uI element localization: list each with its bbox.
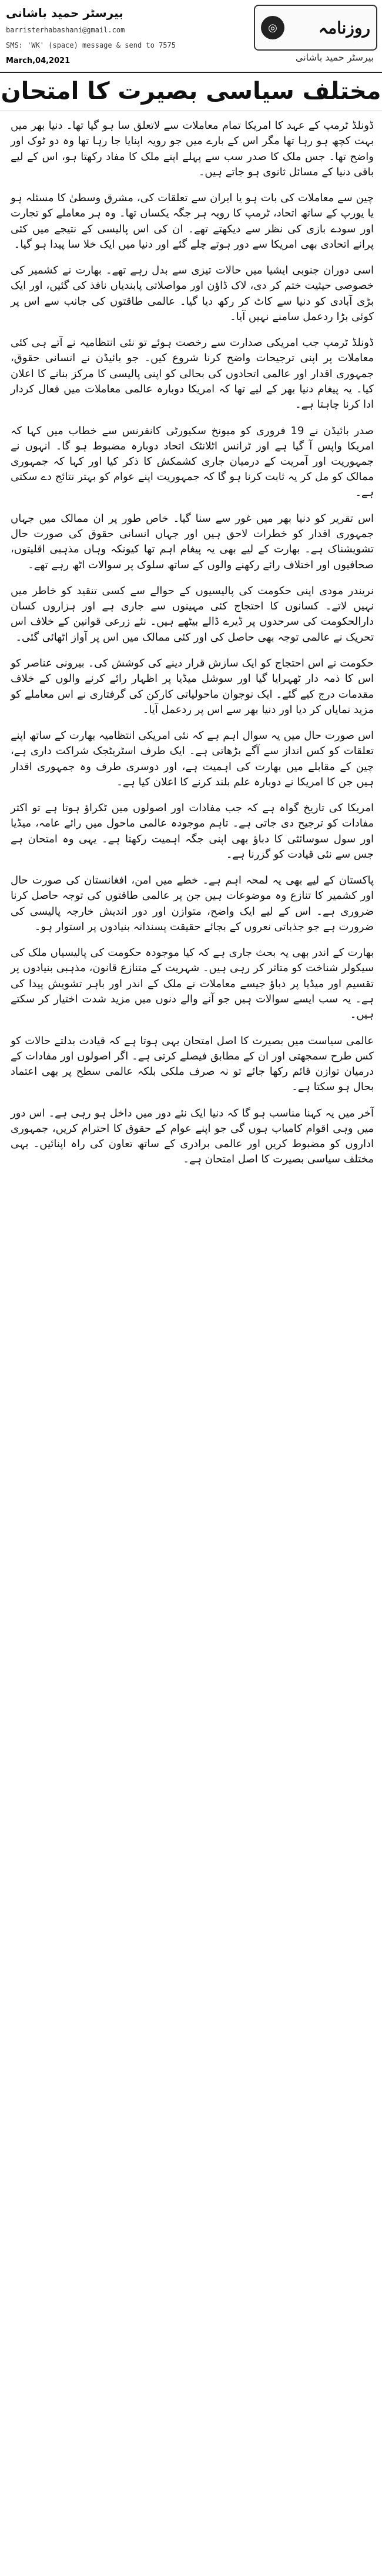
- sms-instructions: SMS: 'WK' (space) message & send to 7575: [6, 41, 176, 49]
- portrait-avatar: ◎: [261, 16, 284, 39]
- brand-box: [254, 5, 377, 51]
- paragraph: اس تقریر کو دنیا بھر میں غور سے سنا گیا۔ خاص طور پر ان ممالک میں جہاں جمہوری اقدار کو خطرات لاحق ہیں اور جہاں انسانی حقوق کی صورت حال تشویشناک ہے۔ بھارت کے لیے بھی یہ پیغام اہم تھا کیونکہ وہاں مذہبی اقلیتوں، صحافیوں اور اختلاف رائے رکھنے والوں کے ساتھ سلوک پر سوالات اٹھ رہے تھے۔: [11, 512, 374, 571]
- author-byline: بیرسٹر حمید باشانی: [6, 6, 123, 20]
- publish-date: March,04,2021: [6, 56, 71, 65]
- paragraph: امریکا کی تاریخ گواہ ہے کہ جب مفادات اور اصولوں میں ٹکراؤ ہوتا ہے تو اکثر مفادات کو ترجیح دی جاتی ہے۔ تاہم موجودہ عالمی ماحول میں رائے عامہ، میڈیا اور سول سوسائٹی کا دباؤ بھی اپنی جگہ اہمیت رکھتا ہے۔ یہی وہ امتحان ہے جس سے نئی قیادت کو گزرنا ہے۔: [11, 802, 374, 861]
- brand-title: روزنامہ: [318, 18, 370, 38]
- author-email: barristerhabashani@gmail.com: [6, 26, 125, 34]
- paragraph: عالمی سیاست میں بصیرت کا اصل امتحان یہی ہوتا ہے کہ قیادت بدلتے حالات کو کس طرح سمجھتی اور ان کے مطابق فیصلے کرتی ہے۔ اگر اصولوں اور مفادات کے درمیان توازن قائم رکھا جائے تو نہ صرف ملکی بلکہ عالمی سطح پر بھی اعتماد بحال ہو سکتا ہے۔: [11, 1034, 374, 1094]
- paragraph: بھارت کے اندر بھی یہ بحث جاری ہے کہ کیا موجودہ حکومت کی پالیسیاں ملک کی سیکولر شناخت کو متاثر کر رہی ہیں۔ شہریت کے متنازع قانون، مذہبی بنیادوں پر تقسیم اور میڈیا پر دباؤ جیسے معاملات نے ملک کے اندر اور باہر تشویش پیدا کی ہے۔ یہ سب ایسے سوالات ہیں جو آنے والے دنوں میں مزید شدت اختیار کر سکتے ہیں۔: [11, 947, 374, 1021]
- paragraph: پاکستان کے لیے بھی یہ لمحہ اہم ہے۔ خطے میں امن، افغانستان کی صورت حال اور کشمیر کا تنازع وہ موضوعات ہیں جن پر عالمی طاقتوں کی توجہ حاصل کرنا ضروری ہے۔ اس کے لیے ایک واضح، متوازن اور دور اندیش خارجہ پالیسی کی ضرورت ہے جو جذباتی نعروں کے بجائے حقیقت پسندانہ بنیادوں پر استوار ہو۔: [11, 874, 374, 933]
- article-headline: مختلف سیاسی بصیرت کا امتحان: [1, 78, 381, 105]
- paragraph: اس صورت حال میں یہ سوال اہم ہے کہ نئی امریکی انتظامیہ بھارت کے ساتھ اپنے تعلقات کو کس انداز سے آگے بڑھاتی ہے۔ ایک طرف اسٹریٹجک شراکت داری ہے، چین کے مقابلے میں بھارت کی اہمیت ہے، اور دوسری طرف وہ جمہوری اقدار ہیں جن کا امریکا نے دوبارہ علم بلند کرنے کا اعلان کیا ہے۔: [11, 729, 374, 788]
- paragraph: آخر میں یہ کہنا مناسب ہو گا کہ دنیا ایک نئے دور میں داخل ہو رہی ہے۔ اس دور میں وہی اقوام کامیاب ہوں گی جو اپنے عوام کے حقوق کا احترام کریں، جمہوری اداروں کو مضبوط کریں اور عالمی برادری کے ساتھ تعاون کی راہ اپنائیں۔ یہی مختلف سیاسی بصیرت کا اصل امتحان ہے۔: [11, 1107, 374, 1166]
- paragraph: حکومت نے اس احتجاج کو ایک سازش قرار دینے کی کوشش کی۔ بیرونی عناصر کو اس کا ذمہ دار ٹھہرایا گیا اور سوشل میڈیا پر اظہار رائے کرنے والوں کے خلاف مقدمات درج کیے گئے۔ ایک نوجوان ماحولیاتی کارکن کی گرفتاری نے اس معاملے کو مزید نمایاں کر دیا اور دنیا بھر سے اس پر ردعمل آیا۔: [11, 657, 374, 716]
- paragraph: ڈونلڈ ٹرمپ کے عہد کا امریکا تمام معاملات سے لاتعلق سا ہو گیا تھا۔ دنیا بھر میں بہت کچھ ہو رہا تھا مگر اس کے بارے میں جو رویہ اپنایا جا رہا تھا وہ دو ٹوک اور واضح تھا۔ جس ملک کا صدر سب سے پہلے اپنے ملک کا مفاد رکھتا ہو، اس کے لیے باقی دنیا کے مسائل ثانوی ہو جاتے ہیں۔: [11, 119, 374, 178]
- paragraph: نریندر مودی اپنی حکومت کی پالیسیوں کے حوالے سے کسی تنقید کو خاطر میں نہیں لاتے۔ کسانوں کا احتجاج کئی مہینوں سے جاری ہے اور ہزاروں کسان دارالحکومت کی سرحدوں پر ڈیرے ڈالے بیٹھے ہیں۔ نئے زرعی قوانین کے خلاف اس تحریک نے عالمی توجہ بھی حاصل کی اور کئی ممالک میں اس پر آواز اٹھائی گئی۔: [11, 584, 374, 644]
- column-header: [0, 0, 382, 73]
- paragraph: صدر بائیڈن نے 19 فروری کو میونخ سکیورٹی کانفرنس سے خطاب میں کہا کہ امریکا واپس آ گیا ہے اور ٹرانس اٹلانٹک اتحاد دوبارہ مضبوط ہو گا۔ انہوں نے جمہوریت اور آمریت کے درمیان جاری کشمکش کا ذکر کیا اور کہا کہ جمہوری ممالک کو مل کر یہ ثابت کرنا ہو گا کہ جمہوریت اپنے عوام کو بہتر نتائج دے سکتی ہے۔: [11, 424, 374, 499]
- article-body: [0, 118, 382, 1168]
- paragraph: اسی دوران جنوبی ایشیا میں حالات تیزی سے بدل رہے تھے۔ بھارت نے کشمیر کی خصوصی حیثیت ختم کر دی، لاک ڈاؤن اور مواصلاتی پابندیاں نافذ کی گئیں، اور ایک بڑی آبادی کو دنیا سے کاٹ کر رکھ دیا گیا۔ عالمی طاقتوں کی جانب سے اس پر کوئی بڑا ردعمل سامنے نہیں آیا۔: [11, 264, 374, 323]
- paragraph: ڈونلڈ ٹرمپ جب امریکی صدارت سے رخصت ہوئے تو نئی انتظامیہ نے آتے ہی کئی معاملات پر اپنی ترجیحات واضح کرنا شروع کیں۔ جو بائیڈن نے انسانی حقوق، جمہوری اقدار اور عالمی اتحادوں کی بحالی کو اپنی پالیسی کا مرکز بنانے کا اعلان کیا۔ یہ پیغام دنیا بھر کے لیے تھا کہ امریکا دوبارہ عالمی معاملات میں فعال کردار ادا کرنا چاہتا ہے۔: [11, 336, 374, 411]
- paragraph: چین سے معاملات کی بات ہو یا ایران سے تعلقات کی، مشرق وسطیٰ کا مسئلہ ہو یا یورپ کے ساتھ اتحاد، ٹرمپ کا رویہ ہر جگہ یکساں تھا۔ وہ ہر معاملے کو تجارت اور سودے بازی کی نظر سے دیکھتے تھے۔ ان کی اس پالیسی کے نتیجے میں کئی پرانے اتحادی بھی امریکا سے دور ہوتے چلے گئے اور دنیا میں ایک خلا سا پیدا ہو گیا۔: [11, 192, 374, 251]
- brand-subtitle: بیرسٹر حمید باشانی: [295, 52, 374, 63]
